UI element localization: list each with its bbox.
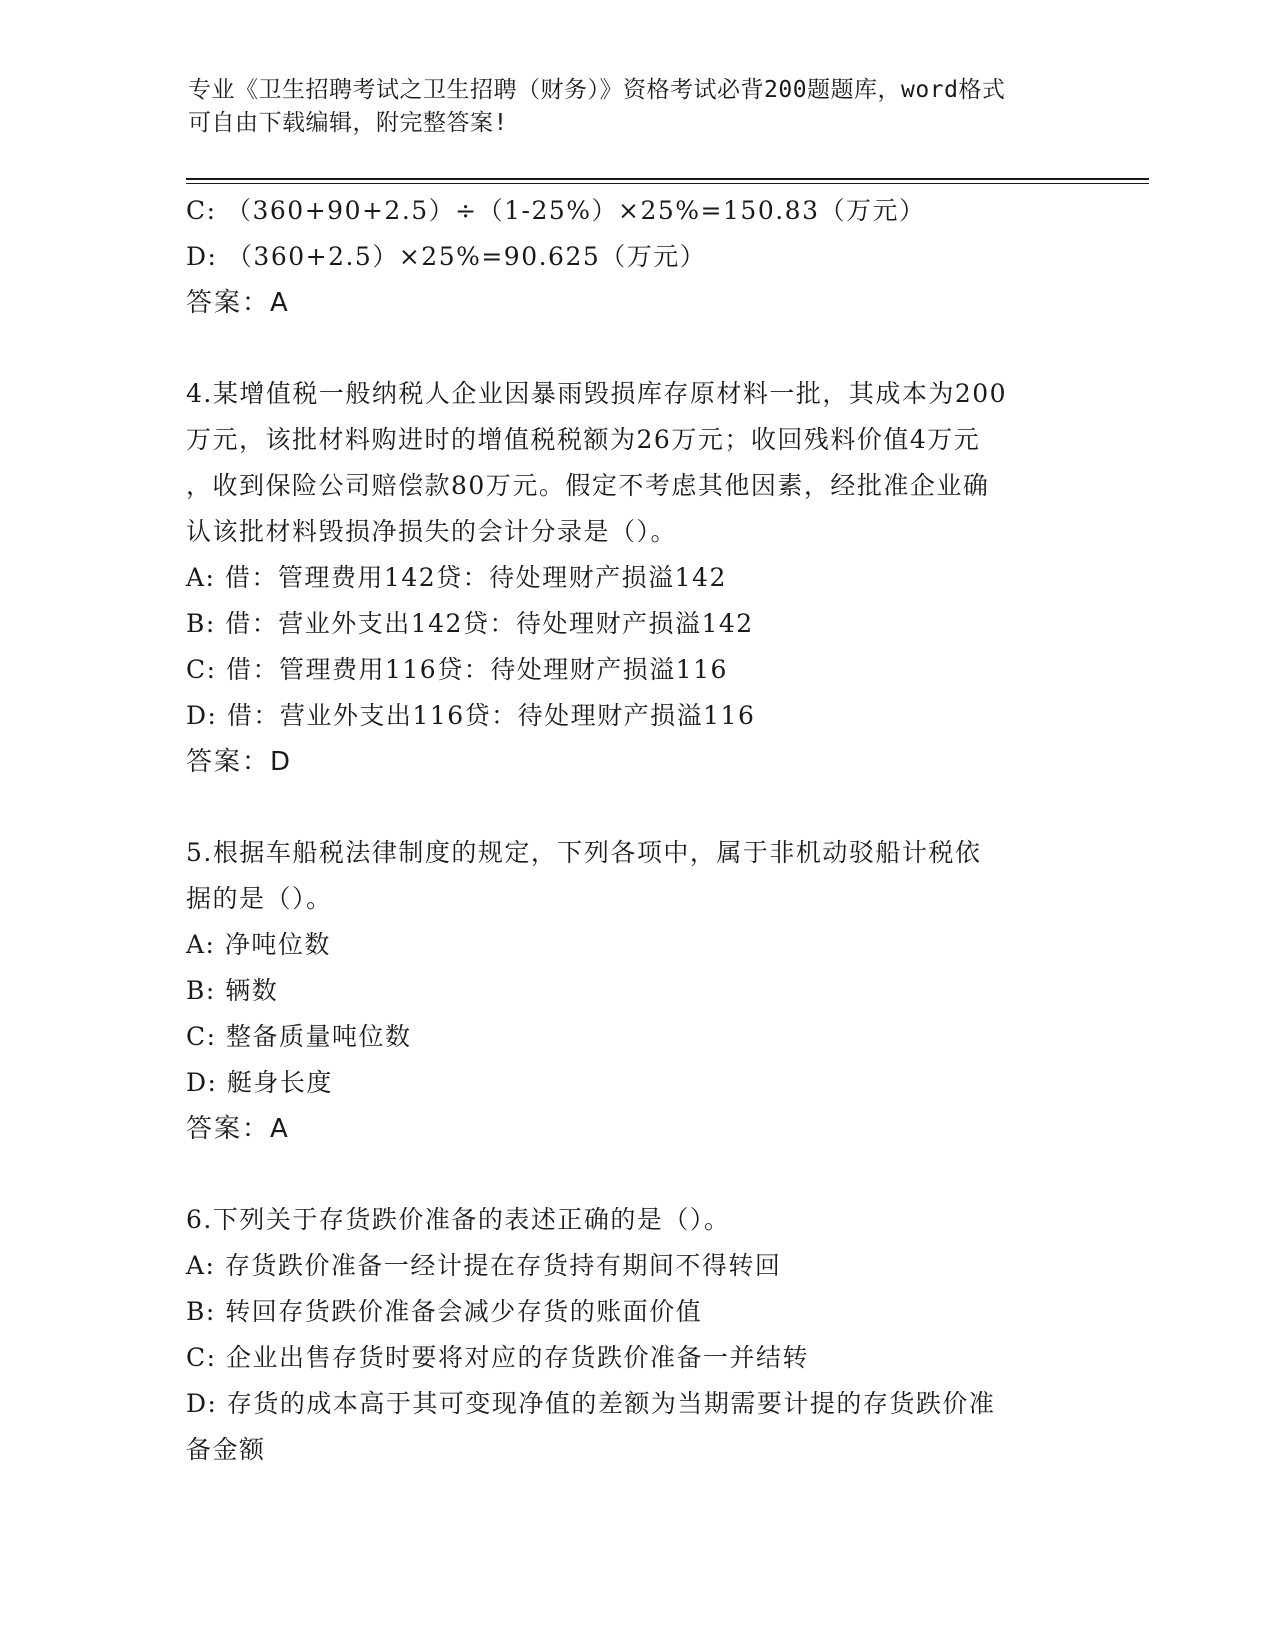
question-stem: 万元，该批材料购进时的增值税税额为26万元；收回残料价值4万元	[186, 425, 981, 454]
question-stem: 认该批材料毁损净损失的会计分录是（）。	[186, 517, 678, 546]
option-b: B: 辆数	[186, 976, 279, 1005]
option-c: C: 整备质量吨位数	[186, 1022, 412, 1051]
question-stem: 6.下列关于存货跌价准备的表述正确的是（）。	[186, 1205, 731, 1234]
header-line-2: 可自由下载编辑，附完整答案!	[188, 110, 508, 136]
option-c: C: 借：管理费用116贷：待处理财产损溢116	[186, 655, 728, 684]
header-divider-thick	[186, 178, 1149, 180]
question-stem: 5.根据车船税法律制度的规定，下列各项中，属于非机动驳船计税依	[186, 838, 982, 867]
answer: 答案：A	[186, 1114, 290, 1144]
option-d: D: （360+2.5）×25%=90.625（万元）	[186, 242, 707, 271]
option-b: B: 借：营业外支出142贷：待处理财产损溢142	[186, 609, 754, 638]
question-6	[186, 1197, 1086, 1473]
answer: 答案：D	[186, 747, 293, 777]
question-stem: 据的是（）。	[186, 884, 333, 913]
answer: 答案：A	[186, 288, 290, 318]
option-d: D: 存货的成本高于其可变现净值的差额为当期需要计提的存货跌价准	[186, 1389, 996, 1418]
document-body	[186, 188, 1086, 1473]
option-a: A: 净吨位数	[186, 930, 331, 959]
option-d: D: 艇身长度	[186, 1068, 333, 1097]
option-a: A: 存货跌价准备一经计提在存货持有期间不得转回	[186, 1251, 782, 1280]
header-divider-thin	[186, 183, 1149, 184]
question-4	[186, 371, 1086, 785]
option-a: A: 借：管理费用142贷：待处理财产损溢142	[186, 563, 727, 592]
question-stem: ，收到保险公司赔偿款80万元。假定不考虑其他因素，经批准企业确	[186, 471, 990, 500]
option-d-continued: 备金额	[186, 1435, 266, 1464]
option-c: C: 企业出售存货时要将对应的存货跌价准备一并结转	[186, 1343, 810, 1372]
option-c: C: （360+90+2.5）÷（1-25%）×25%=150.83（万元）	[186, 196, 926, 225]
document-header	[188, 74, 1088, 140]
question-stem: 4.某增值税一般纳税人企业因暴雨毁损库存原材料一批，其成本为200	[186, 379, 1008, 408]
question-5	[186, 830, 1086, 1152]
option-d: D: 借：营业外支出116贷：待处理财产损溢116	[186, 701, 756, 730]
header-line-1: 专业《卫生招聘考试之卫生招聘（财务）》资格考试必背200题题库，word格式	[188, 77, 1006, 103]
option-b: B: 转回存货跌价准备会减少存货的账面价值	[186, 1297, 703, 1326]
question-3-tail	[186, 188, 1086, 326]
